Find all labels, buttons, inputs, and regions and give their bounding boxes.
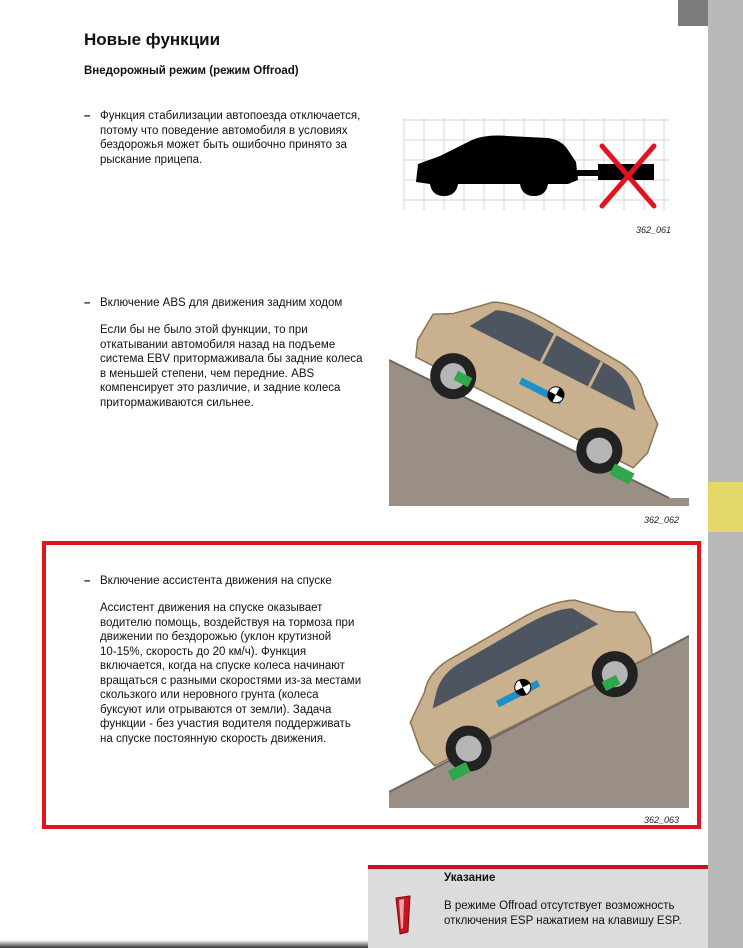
text-line: скользкого или неровного грунта (колеса [100,689,319,701]
page-title: Новые функции [84,30,221,49]
exclamation-icon [392,894,414,942]
note-title: Указание [444,872,496,884]
text-line: система EBV притормаживала бы задние колеса [100,353,363,365]
text-line: буксуют или отрываются от земли). Задача [100,703,332,716]
text-line: вращаться с разными скоростями из-за местами [100,674,362,687]
text-line: 10-15%, скорость до 20 км/ч). Функция [100,645,307,658]
text-line: на спуске постоянную скорость движения. [100,732,327,745]
text-line: В режиме Offroad отсутствует возможность [444,900,675,912]
bullet-abs-reverse [84,296,384,312]
text-line: бездорожья может быть ошибочно принято за [100,139,347,151]
tow-bar [576,170,600,176]
bullet-dash: – [84,297,91,309]
hill-descent-paragraph [100,601,390,746]
chapter-tab [708,482,743,532]
text-line: откатывании автомобиля назад на подъеме [100,338,336,351]
bullet-heading: Включение ABS для движения задним ходом [100,297,343,309]
text-line: функции - без участия водителя поддерживать [100,718,351,730]
bullet-dash: – [84,575,91,587]
section-subtitle: Внедорожный режим (режим Offroad) [84,65,299,77]
text-line: рыскание прицепа. [100,153,203,166]
text-line: отключения ESP нажатием на клавишу ESP. [444,915,682,927]
figure-caption: 362_063 [644,815,680,825]
page-side-bar [708,0,743,948]
text-line: водителю помощь, воздействуя на тормоза при [100,616,355,629]
corner-tab [678,0,708,26]
figure-caption: 362_061 [636,225,672,235]
text-line: притормаживаются сильнее. [100,396,254,409]
text-line: в меньшей степени, чем передние. ABS [100,367,315,380]
car-downhill-illustration [389,566,689,808]
figure-caption: 362_062 [644,515,680,525]
note-text [444,899,704,929]
bottom-shadow [0,940,368,948]
text-line: движении по бездорожью (уклон крутизной [100,631,332,643]
abs-paragraph [100,323,390,410]
text-line: компенсирует это различие, и задние колеса [100,382,341,394]
bullet-heading: Включение ассистента движения на спуске [100,575,332,587]
bullet-trailer-stabilization [84,109,384,169]
bullet-hill-descent [84,574,384,590]
text-line: потому что поведение автомобиля в условиях [100,124,348,137]
text-line: Если бы не было этой функции, то при [100,324,308,336]
bullet-dash: – [84,110,91,122]
car-uphill-illustration [389,288,689,506]
text-line: Функция стабилизации автопоезда отключается, [100,110,361,122]
text-line: Ассистент движения на спуске оказывает [100,602,323,614]
text-line: включается, когда на спуске колеса начинают [100,660,345,672]
trailer-disabled-illustration [398,100,674,222]
